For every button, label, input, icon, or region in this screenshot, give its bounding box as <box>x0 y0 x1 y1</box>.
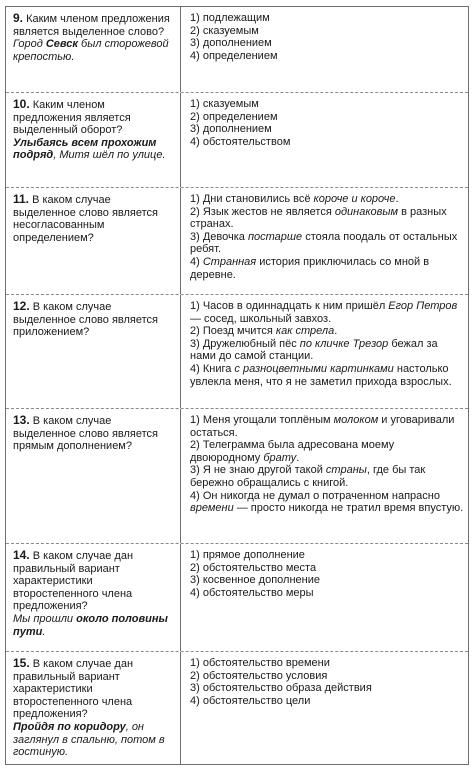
answer-option[interactable]: 1) Меня угощали топлёным молоком и уговаривали остаться. <box>190 414 455 439</box>
answer-option[interactable]: 1) Часов в одиннадцать к ним пришёл Егор Петров — сосед, школьный завхоз. <box>190 300 458 325</box>
question-number: 13. <box>13 413 30 427</box>
question-cell <box>6 544 181 651</box>
question-text: Каким членом предложения является выделенный оборот? <box>13 99 131 137</box>
answer-option[interactable]: 2) определением <box>190 110 278 123</box>
answer-option[interactable]: 2) сказуемым <box>190 24 259 37</box>
test-table <box>5 6 469 765</box>
question-number: 12. <box>13 299 30 313</box>
answer-option[interactable]: 3) Дружелюбный пёс по кличке Трезор бежал за нами до самой станции. <box>190 337 438 363</box>
question-row-14 <box>6 544 468 652</box>
question-number: 9. <box>13 11 24 25</box>
answer-option[interactable]: 4) Он никогда не думал о потраченном напрасно времени — просто никогда не тратил время впустую. <box>190 489 464 515</box>
example-sentence: Пройдя по коридору, он заглянул в спальню, потом в гостиную. <box>13 720 165 759</box>
answer-option[interactable]: 1) прямое дополнение <box>190 549 305 561</box>
question-text: В каком случае дан правильный вариант характеристики второстепенного члена предложения? <box>13 658 134 721</box>
answer-option[interactable]: 4) обстоятельством <box>190 135 291 148</box>
example-sentence: Улыбаясь всем прохожим подряд, Митя шёл по улице. <box>13 136 166 162</box>
question-cell <box>6 93 181 187</box>
question-number: 15. <box>13 656 30 670</box>
answer-option[interactable]: 1) обстоятельство времени <box>190 657 330 669</box>
answer-option[interactable]: 1) сказуемым <box>190 98 259 110</box>
answer-options <box>181 93 468 187</box>
question-cell <box>6 295 181 408</box>
question-cell <box>6 188 181 294</box>
answer-option[interactable]: 2) обстоятельство места <box>190 561 317 574</box>
question-cell <box>6 652 181 764</box>
question-text: В каком случае выделенное слово является прямым дополнением? <box>13 415 158 453</box>
question-row-11 <box>6 188 468 295</box>
answer-option[interactable]: 3) Я не знаю другой такой страны, где бы так бережно обращались с книгой. <box>190 464 426 489</box>
answer-options <box>181 652 468 764</box>
question-text: В каком случае дан правильный вариант характеристики второстепенного члена предложения? <box>13 550 134 613</box>
question-row-10 <box>6 93 468 188</box>
question-row-13 <box>6 409 468 544</box>
question-number: 11. <box>13 192 30 206</box>
answer-option[interactable]: 4) обстоятельство меры <box>190 586 314 599</box>
answer-option[interactable]: 2) Язык жестов не является одинаковым в разных странах. <box>190 205 447 231</box>
answer-option[interactable]: 1) Дни становились всё короче и короче. <box>190 193 399 205</box>
question-cell <box>6 409 181 543</box>
answer-options <box>181 544 468 651</box>
answer-option[interactable]: 2) обстоятельство условия <box>190 669 328 682</box>
answer-option[interactable]: 1) подлежащим <box>190 12 270 24</box>
answer-option[interactable]: 4) Книга с разноцветными картинками настолько увлекла меня, что я не заметил прихода взрослых. <box>190 362 452 388</box>
question-text: В каком случае выделенное слово является приложением? <box>13 301 158 339</box>
answer-option[interactable]: 4) Странная история приключилась со мной в деревне. <box>190 255 430 281</box>
answer-option[interactable]: 2) Поезд мчится как стрела. <box>190 325 338 338</box>
answer-option[interactable]: 4) обстоятельство цели <box>190 694 311 707</box>
question-text: В каком случае выделенное слово является несогласованным определением? <box>13 194 158 244</box>
answer-options <box>181 295 468 408</box>
question-cell <box>6 7 181 92</box>
answer-option[interactable]: 3) косвенное дополнение <box>190 574 320 587</box>
answer-options <box>181 188 468 294</box>
answer-options <box>181 7 468 92</box>
answer-option[interactable]: 3) обстоятельство образа действия <box>190 682 372 695</box>
example-sentence: Мы прошли около половины пути. <box>13 612 168 638</box>
example-sentence: Город Севск был сторожевой крепостью. <box>13 38 169 63</box>
answer-option[interactable]: 3) Девочка постарше стояла поодаль от остальных ребят. <box>190 230 458 256</box>
answer-option[interactable]: 2) Телеграмма была адресована моему двоюродному брату. <box>190 439 395 464</box>
answer-options <box>181 409 468 543</box>
question-number: 14. <box>13 548 30 562</box>
question-row-15 <box>6 652 468 764</box>
question-row-9 <box>6 7 468 93</box>
question-number: 10. <box>13 97 30 111</box>
answer-option[interactable]: 3) дополнением <box>190 123 272 136</box>
answer-option[interactable]: 4) определением <box>190 49 278 62</box>
question-row-12 <box>6 295 468 409</box>
question-text: Каким членом предложения является выделенное слово? <box>13 13 170 38</box>
answer-option[interactable]: 3) дополнением <box>190 37 272 50</box>
